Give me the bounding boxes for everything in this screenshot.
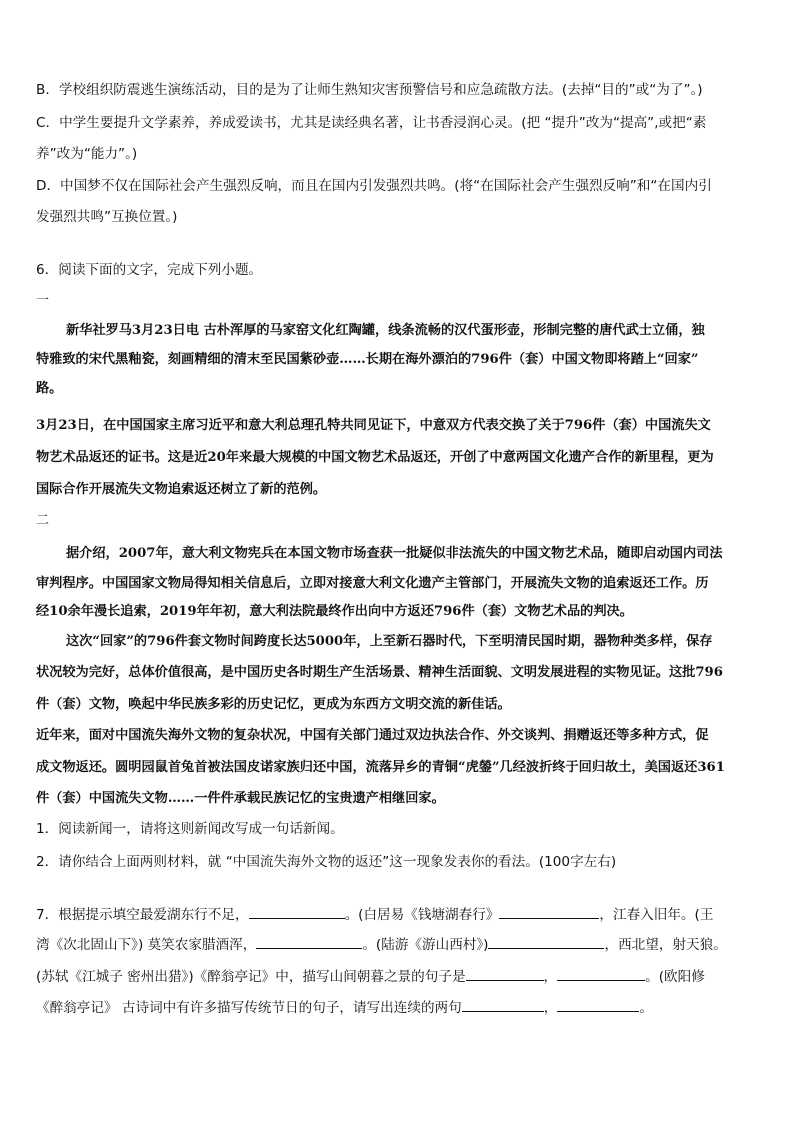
q7-text-3a: (苏轼《江城子 密州出猎》)《醉翁亭记》中，描写山间朝暮之景的句子是 — [36, 969, 466, 985]
section-mark-one: 一 — [36, 293, 50, 308]
news2-para1-line2: 审判程序。中国国家文物局得知相关信息后，立即对接意大利文化遗产主管部门，开展流失文物的追索返还工作。历 — [36, 576, 709, 591]
question-7-line3 — [36, 966, 705, 987]
q7-text-4b: ， — [543, 1000, 558, 1016]
news1-para2-line2: 物艺术品返还的证书。这是近20年来最大规模的中国文物艺术品返还，开创了中意两国文化遗产合作的新里程，更为 — [36, 450, 714, 465]
option-d-line1: D．中国梦不仅在国际社会产生强烈反响，而且在国内引发强烈共鸣。(将“在国际社会产生强烈反响”和“在国内引 — [36, 178, 712, 194]
q7-text-2a: 湾《次北固山下》) 莫笑农家腊酒浑， — [36, 937, 257, 953]
news2-para3-line1: 近年来，面对中国流失海外文物的复杂状况，中国有关部门通过双边执法合作、外交谈判、捐赠返还等多种方式，促 — [36, 728, 709, 743]
q7-text-2c: ，西北望，射天狼。 — [604, 937, 727, 953]
news2-para2-line1: 这次“回家”的796件套文物时间跨度长达5000年，上至新石器时代，下至明清民国时期，器物种类多样，保存 — [66, 634, 713, 649]
q7-text-4a: 《醉翁亭记》 古诗词中有许多描写传统节日的句子，请写出连续的两句 — [36, 1000, 462, 1016]
option-b: B．学校组织防震逃生演练活动，目的是为了让师生熟知灾害预警信号和应急疏散方法。(去掉“目的”或“为了”。) — [36, 82, 703, 98]
question-6-intro: 6．阅读下面的文字，完成下列小题。 — [36, 262, 263, 278]
answer-blank[interactable] — [499, 904, 599, 919]
q7-text-2b: 。(陆游《游山西村》) — [362, 937, 489, 953]
news2-para3-line3: 件（套）中国流失文物……一件件承载民族记忆的宝贵遗产相继回家。 — [36, 791, 445, 806]
question-7-line1 — [36, 904, 713, 925]
news2-para2-line3: 件（套）文物，唤起中华民族多彩的历史记忆，更成为东西方文明交流的新佳话。 — [36, 697, 511, 712]
answer-blank[interactable] — [466, 966, 544, 981]
answer-blank[interactable] — [557, 997, 639, 1012]
answer-blank[interactable] — [488, 934, 604, 949]
q7-text-3b: ， — [543, 969, 558, 985]
answer-blank[interactable] — [557, 966, 645, 981]
question-7-line4 — [36, 997, 653, 1018]
news1-para2-line1: 3月23日，在中国国家主席习近平和意大利总理孔特共同见证下，中意双方代表交换了关于796件（套）中国流失文 — [36, 418, 711, 433]
option-d-line2: 发强烈共鸣”互换位置。) — [36, 209, 178, 225]
section-mark-two: 二 — [36, 513, 50, 528]
q7-text-4c: 。 — [639, 1000, 653, 1016]
q7-text-1a: 7．根据提示填空最爱湖东行不足， — [36, 907, 249, 923]
option-c-line2: 养”改为“能力”。) — [36, 146, 138, 162]
question-6-sub1: 1．阅读新闻一，请将这则新闻改写成一句话新闻。 — [36, 821, 344, 837]
question-7-line2 — [36, 934, 727, 955]
option-c-line1: C．中学生要提升文学素养，养成爱读书，尤其是读经典名著，让书香浸润心灵。(把 “提升”改为“提高”,或把“素 — [36, 115, 707, 131]
answer-blank[interactable] — [249, 904, 345, 919]
q7-text-3c: 。(欧阳修 — [645, 969, 705, 985]
answer-blank[interactable] — [462, 997, 544, 1012]
news1-para2-line3: 国际合作开展流失文物追索返还树立了新的范例。 — [36, 482, 327, 497]
news2-para2-line2: 状况较为完好，总体价值很高，是中国历史各时期生产生活场景、精神生活面貌、文明发展进程的实物见证。这批796 — [36, 665, 723, 680]
news2-para1-line3: 经10余年漫长追索，2019年年初，意大利法院最终作出向中方返还796件（套）文物艺术品的判决。 — [36, 604, 633, 619]
q7-text-1c: ，江春入旧年。(王 — [599, 907, 714, 923]
news1-para1-line2: 特雅致的宋代黑釉瓷，刻画精细的清末至民国紫砂壶……长期在海外漂泊的796件（套）中国文物即将踏上“回家” — [36, 352, 699, 367]
question-6-sub2: 2．请你结合上面两则材料，就 “中国流失海外文物的返还”这一现象发表你的看法。(100字左右) — [36, 854, 617, 870]
news1-para1-line3: 路。 — [36, 381, 63, 396]
answer-blank[interactable] — [256, 934, 362, 949]
q7-text-1b: 。(白居易《钱塘湖春行》 — [344, 907, 500, 923]
news2-para3-line2: 成文物返还。圆明园鼠首兔首被法国皮诺家族归还中国，流落异乡的青铜“虎鎣”几经波折终于回归故土，美国返还361 — [36, 760, 725, 775]
news1-para1-line1: 新华社罗马3月23日电 古朴浑厚的马家窑文化红陶罐，线条流畅的汉代蛋形壶，形制完整的唐代武士立俑，独 — [66, 323, 705, 338]
news2-para1-line1: 据介绍，2007年，意大利文物宪兵在本国文物市场查获一批疑似非法流失的中国文物艺术品，随即启动国内司法 — [66, 546, 723, 561]
